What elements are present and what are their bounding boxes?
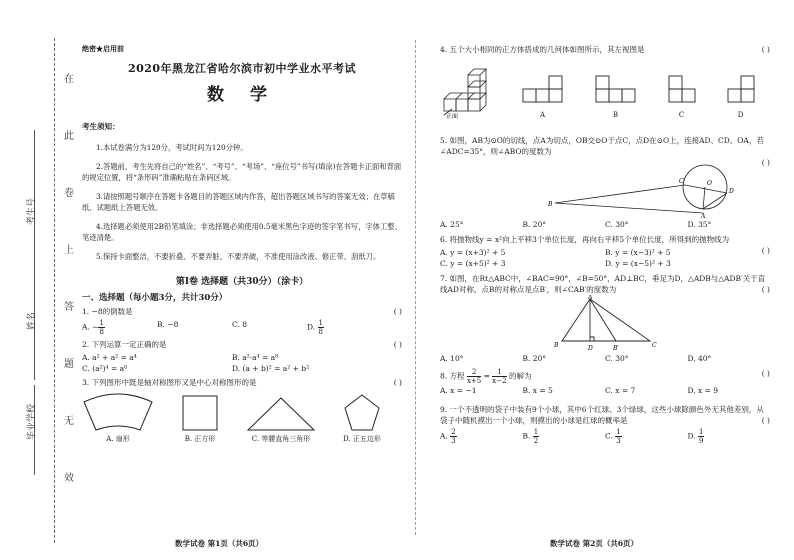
shape-caption: D. 正五边形	[343, 435, 381, 443]
question-4	[440, 44, 770, 55]
note-item: 1.本试卷满分为120分，考试时间为120分钟。	[96, 143, 248, 152]
point-label: A	[588, 295, 593, 301]
point-label: O	[707, 180, 712, 187]
question-5	[440, 135, 770, 167]
point-label: A	[701, 213, 706, 219]
option-c[interactable]: C. y = (x+5)² + 3	[440, 259, 506, 268]
answer-parentheses[interactable]: ( )	[761, 285, 770, 294]
question-9-options	[440, 428, 770, 445]
question-1	[82, 306, 402, 317]
option-label: D	[737, 111, 744, 119]
cube-stack-figure	[440, 63, 500, 119]
option-b[interactable]	[180, 392, 220, 444]
note-item: 5.保持卡面整洁，不要折叠、不要弄脏、不要弄破，不准使用涂改液、修正带、刮纸刀。	[96, 252, 381, 261]
option-label: C.	[605, 431, 616, 441]
option-a[interactable]	[82, 392, 154, 444]
question-6-options	[440, 247, 770, 269]
option-b[interactable]	[523, 428, 606, 445]
notes-heading: 考生须知：	[82, 122, 120, 131]
frac-den: 9	[699, 437, 704, 445]
option-label: B	[612, 111, 619, 119]
answer-parentheses[interactable]: ( )	[393, 378, 402, 387]
option-d[interactable]: D. (a + b)² = a² + b²	[232, 364, 310, 373]
option-a[interactable]: A. a² + a² = a⁴	[82, 353, 137, 362]
question-stem: 5. 如图，AB为⊙O的切线，点A为切点，OB交⊙O于点C，点D在⊙O上，连接AD、CD、OA，若∠ADC=35°，则∠ABO的度数为	[440, 136, 764, 156]
question-3-shapes	[82, 392, 382, 444]
frac-den: 8	[99, 328, 104, 336]
question-stem: 4. 五个大小相同的正方体搭成的几何体如图所示，其左视图是	[440, 45, 645, 54]
option-c[interactable]: C. 30°	[605, 354, 629, 363]
shape-caption: A. 扇形	[106, 435, 130, 443]
question-5-figure-area	[440, 157, 770, 219]
question-9	[440, 404, 770, 426]
frac-num: 2	[451, 428, 456, 436]
right-page	[440, 44, 770, 445]
option-a[interactable]	[82, 319, 157, 336]
note-item: 3.请按照题号顺序在答题卡各题目的答题区域内作答，超出答题区域书写的答案无效；在草稿纸、试题纸上答题无效。	[82, 192, 395, 212]
question-2-options	[82, 352, 382, 374]
frac-num: 1	[699, 428, 704, 436]
front-label: 正面	[446, 113, 459, 119]
answer-parentheses[interactable]: ( )	[761, 45, 770, 54]
isosceles-right-triangle-icon	[246, 392, 316, 434]
question-8-options	[440, 385, 770, 396]
left-page	[82, 44, 402, 444]
frac-den: x−2	[492, 377, 507, 385]
binding-char: 无	[64, 416, 74, 427]
fraction	[698, 428, 704, 445]
option-d[interactable]: D. x = 9	[687, 386, 719, 395]
question-4-figures	[440, 59, 770, 119]
question-stem: 9. 一个不透明的袋子中装有9个小球，其中6个红球、3个绿球，这些小球除颜色外无其他差别，从袋子中随机摸出一个小球，则摸出的小球是红球的概率是	[440, 405, 764, 425]
name-label: 姓名	[27, 311, 37, 330]
answer-parentheses[interactable]: ( )	[393, 340, 402, 349]
point-label: B	[548, 201, 553, 208]
fraction	[450, 428, 456, 445]
answer-parentheses[interactable]: ( )	[761, 158, 770, 167]
frac-den: 8	[318, 328, 323, 336]
option-b[interactable]	[594, 65, 638, 119]
option-a[interactable]: A. y = (x+3)² + 5	[440, 248, 506, 257]
option-label: B.	[522, 431, 533, 441]
question-stem: 7. 如图，在Rt△ABC中，∠BAC=90°，∠B=50°，AD⊥BC，垂足为D，△ADB与△ADB′关于直线AD对称，点B的对称点是点B′，则∠CAB′的度数为	[440, 274, 766, 294]
option-label: A	[539, 111, 546, 119]
point-label: D	[729, 188, 734, 195]
candidate-number-label: 考生号	[27, 197, 37, 225]
question-8	[440, 368, 770, 385]
binding-char: 上	[64, 245, 74, 256]
point-label: B	[554, 342, 559, 349]
option-b[interactable]: B. x = 5	[522, 386, 553, 395]
option-b[interactable]: B. 20°	[522, 354, 547, 363]
view-d-figure	[726, 65, 756, 105]
question-7	[440, 273, 770, 295]
point-label: D	[588, 345, 593, 352]
option-c[interactable]	[246, 392, 316, 444]
answer-parentheses[interactable]: ( )	[761, 246, 770, 255]
fraction	[98, 319, 104, 336]
frac-num: 1	[616, 428, 621, 436]
option-c[interactable]: C. 8	[232, 320, 248, 329]
option-c[interactable]	[667, 65, 697, 119]
point-label: B′	[613, 345, 619, 352]
binding-char: 效	[64, 473, 74, 484]
frac-den: x+5	[466, 377, 482, 385]
option-d[interactable]: D. y = (x−5)² + 3	[605, 259, 671, 268]
page-footer: 数学试卷 第1页（共6页）	[175, 539, 264, 548]
option-b[interactable]: B. y = (x−3)² + 5	[605, 248, 671, 257]
column-divider	[415, 40, 416, 535]
option-a[interactable]: A. 25°	[440, 220, 464, 229]
frac-den: 2	[533, 437, 539, 445]
frac-den: 3	[451, 437, 456, 445]
fraction	[533, 428, 539, 445]
option-c[interactable]: C. 30°	[605, 220, 629, 229]
equals-sign: =	[483, 371, 490, 381]
option-c[interactable]	[605, 428, 688, 445]
tangent-circle-figure	[545, 157, 745, 219]
view-options	[506, 65, 770, 119]
view-b-figure	[594, 65, 638, 105]
point-label: C	[652, 342, 657, 349]
question-1-options	[82, 319, 382, 336]
option-a[interactable]	[521, 65, 565, 119]
section-title: 一、选择题（每小题3分，共计30分）	[82, 293, 228, 303]
question-stem: 1. −8的倒数是	[82, 307, 133, 316]
frac-num: 1	[533, 428, 539, 436]
fraction	[467, 368, 481, 385]
question-stem-post: 的解为	[508, 371, 532, 381]
subject-title: 数 学	[207, 85, 277, 105]
question-7-options	[440, 353, 770, 364]
frac-den: 3	[616, 437, 621, 445]
answer-parentheses[interactable]: ( )	[393, 307, 402, 316]
option-a[interactable]	[440, 428, 523, 445]
question-3	[82, 377, 402, 388]
binding-char: 卷	[64, 188, 74, 199]
page-footer: 数学试卷 第2页（共6页）	[550, 539, 639, 548]
option-d[interactable]	[726, 65, 756, 119]
shape-caption: B. 正方形	[184, 435, 216, 443]
option-d[interactable]	[688, 428, 771, 445]
question-stem: 6. 将抛物线y = x²向上平移3个单位长度，再向右平移5个单位长度，所得到的抛物线为	[440, 235, 730, 244]
option-c[interactable]: C. x = 7	[605, 386, 636, 395]
question-stem-pre: 8. 方程	[440, 371, 465, 381]
binding-char: 题	[64, 359, 74, 370]
note-item: 4.选择题必须使用2B铅笔填涂；非选择题必须使用0.5毫米黑色字迹的签字笔书写，字体工整、笔迹清楚。	[82, 222, 402, 242]
option-label: A.	[440, 431, 451, 441]
option-d[interactable]	[307, 319, 382, 336]
fraction	[492, 368, 506, 385]
square-icon	[180, 392, 220, 434]
answer-parentheses[interactable]: ( )	[761, 416, 770, 425]
right-triangle-figure	[550, 295, 660, 353]
view-c-figure	[667, 65, 697, 105]
view-a-figure	[521, 65, 565, 105]
frac-num: 1	[318, 319, 323, 327]
answer-parentheses[interactable]: ( )	[761, 369, 770, 378]
fraction	[615, 428, 621, 445]
option-d[interactable]	[342, 392, 382, 444]
shape-caption: C. 等腰直角三角形	[251, 435, 311, 443]
sector-icon	[82, 392, 154, 434]
option-a[interactable]: A. x = −1	[440, 386, 477, 395]
part-title: 第Ⅰ卷 选择题（共30分）（涂卡）	[175, 277, 309, 287]
option-c[interactable]: C. (a²)⁴ = a⁸	[82, 364, 128, 373]
secret-mark: 绝密★启用前	[82, 44, 124, 53]
note-item: 2.答题前，考生先将自己的“姓名”、“考号”、“考场”、“座位号”书写(填涂)在答题卡正面和背面的规定位置，将“条形码”准确粘贴在条码区域。	[82, 162, 402, 182]
option-label: D.	[307, 322, 318, 332]
option-d[interactable]: D. 35°	[687, 220, 712, 229]
option-b[interactable]: B. a²·a⁴ = a⁸	[232, 353, 279, 362]
option-d[interactable]: D. 40°	[687, 354, 712, 363]
frac-num: 1	[99, 319, 104, 327]
option-b[interactable]: B. −8	[157, 320, 179, 329]
point-label: C	[679, 178, 684, 185]
option-label: D.	[687, 431, 699, 441]
binding-char: 在	[64, 74, 74, 85]
binding-char: 答	[64, 302, 74, 313]
question-2	[82, 339, 402, 350]
frac-num: 1	[492, 368, 506, 377]
question-stem: 3. 下列图形中既是轴对称图形又是中心对称图形的是	[82, 378, 257, 387]
regular-pentagon-icon	[342, 392, 382, 434]
exam-title: 2020年黑龙江省哈尔滨市初中学业水平考试	[127, 62, 357, 75]
binding-dashed-line	[54, 38, 55, 543]
school-label: 毕业学校	[27, 403, 37, 440]
option-a[interactable]: A. 10°	[440, 354, 464, 363]
option-label: A. −	[82, 322, 99, 332]
option-b[interactable]: B. 20°	[522, 220, 547, 229]
question-7-figure-area	[440, 295, 770, 353]
question-stem: 2. 下列运算一定正确的是	[82, 340, 167, 349]
question-5-options	[440, 219, 770, 230]
fraction	[318, 319, 324, 336]
binding-char: 此	[64, 131, 74, 142]
frac-num: 2	[467, 368, 481, 377]
option-label: C	[678, 111, 685, 119]
